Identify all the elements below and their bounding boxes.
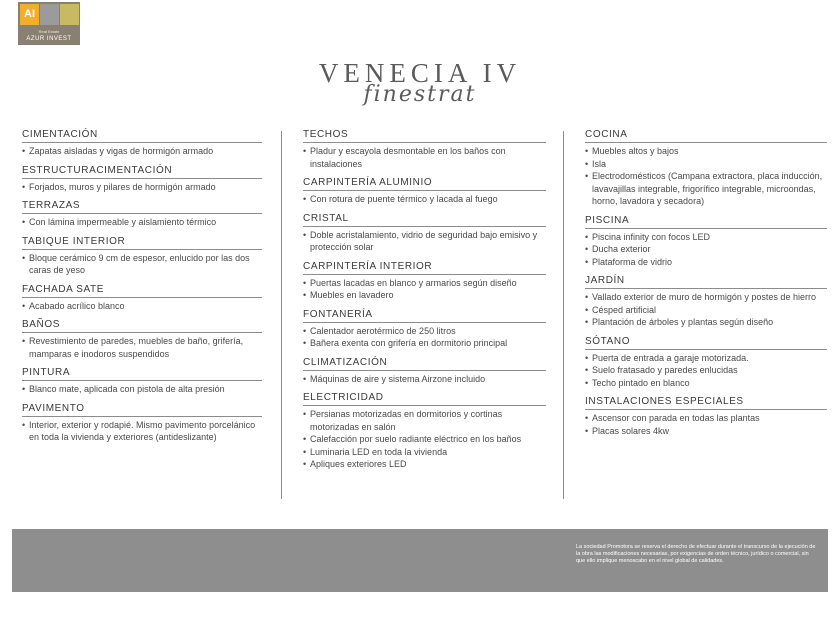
spec-list xyxy=(22,145,262,158)
spec-section xyxy=(22,283,262,313)
spec-item: • Revestimiento de paredes, muebles de baño, grifería, mamparas e inodoros suspendidos xyxy=(22,335,262,360)
spec-list xyxy=(303,408,546,471)
spec-item: • Persianas motorizadas en dormitorios y cortinas motorizadas en salón xyxy=(303,408,546,433)
section-heading: PINTURA xyxy=(22,366,262,381)
page-subtitle: finestrat xyxy=(363,82,477,107)
spec-item: • Plantación de árboles y plantas según diseño xyxy=(585,316,827,329)
section-heading: ESTRUCTURACIMENTACIÓN xyxy=(22,164,262,179)
spec-item: • Luminaria LED en toda la vivienda xyxy=(303,446,546,459)
spec-list xyxy=(22,181,262,194)
logo-mark: AI xyxy=(20,4,39,25)
spec-section xyxy=(585,395,827,437)
spec-section xyxy=(22,164,262,194)
spec-list xyxy=(303,325,546,350)
spec-item: • Con rotura de puente térmico y lacada al fuego xyxy=(303,193,546,206)
section-heading: CLIMATIZACIÓN xyxy=(303,356,546,371)
section-heading: BAÑOS xyxy=(22,318,262,333)
spec-section xyxy=(585,274,827,329)
section-heading: PISCINA xyxy=(585,214,827,229)
spec-section xyxy=(22,128,262,158)
spec-list xyxy=(303,145,546,170)
spec-list xyxy=(22,335,262,360)
spec-item: • Bañera exenta con grifería en dormitorio principal xyxy=(303,337,546,350)
spec-item: • Puertas lacadas en blanco y armarios según diseño xyxy=(303,277,546,290)
spec-section xyxy=(22,366,262,396)
spec-section xyxy=(585,335,827,390)
section-heading: TABIQUE INTERIOR xyxy=(22,235,262,250)
section-heading: FONTANERÍA xyxy=(303,308,546,323)
column-divider xyxy=(281,131,282,499)
spec-item: • Puerta de entrada a garaje motorizada. xyxy=(585,352,827,365)
column-divider xyxy=(563,131,564,499)
spec-list xyxy=(585,145,827,208)
spec-item: • Ducha exterior xyxy=(585,243,827,256)
spec-item: • Isla xyxy=(585,158,827,171)
spec-item: • Blanco mate, aplicada con pistola de alta presión xyxy=(22,383,262,396)
spec-item: • Forjados, muros y pilares de hormigón armado xyxy=(22,181,262,194)
footer-disclaimer: La sociedad Promotora se reserva el derecho de efectuar durante el transcurso de la ejecución de la obra las modificaciones necesarias, por exigencias de orden técnico, jurídico o comercial, sin que ello implique menoscabo en el nivel global de calidades. xyxy=(576,544,816,564)
specs-column-2 xyxy=(303,128,546,477)
spec-section xyxy=(22,318,262,360)
spec-section xyxy=(303,308,546,350)
section-heading: INSTALACIONES ESPECIALES xyxy=(585,395,827,410)
section-heading: TECHOS xyxy=(303,128,546,143)
spec-item: • Plataforma de vidrio xyxy=(585,256,827,269)
spec-item: • Ascensor con parada en todas las plantas xyxy=(585,412,827,425)
spec-list xyxy=(22,383,262,396)
logo-house-icon xyxy=(40,4,59,25)
section-heading: SÓTANO xyxy=(585,335,827,350)
spec-item: • Zapatas aisladas y vigas de hormigón armado xyxy=(22,145,262,158)
spec-item: • Pladur y escayola desmontable en los baños con instalaciones xyxy=(303,145,546,170)
spec-list xyxy=(22,419,262,444)
spec-item: • Doble acristalamiento, vidrio de seguridad bajo emisivo y protección solar xyxy=(303,229,546,254)
section-heading: FACHADA SATE xyxy=(22,283,262,298)
spec-item: • Interior, exterior y rodapié. Mismo pavimento porcelánico en toda la vivienda y exteriores (antideslizante) xyxy=(22,419,262,444)
spec-section xyxy=(303,356,546,386)
specs-column-3 xyxy=(585,128,827,443)
spec-section xyxy=(303,176,546,206)
specs-column-1 xyxy=(22,128,262,450)
spec-item: • Apliques exteriores LED xyxy=(303,458,546,471)
spec-item: • Calefacción por suelo radiante eléctrico en los baños xyxy=(303,433,546,446)
spec-list xyxy=(22,300,262,313)
spec-item: • Suelo fratasado y paredes enlucidas xyxy=(585,364,827,377)
section-heading: TERRAZAS xyxy=(22,199,262,214)
spec-section xyxy=(303,212,546,254)
spec-list xyxy=(585,291,827,329)
spec-list xyxy=(585,412,827,437)
section-heading: COCINA xyxy=(585,128,827,143)
spec-item: • Electrodomésticos (Campana extractora, placa inducción, lavavajillas integrable, frigorífico integrable, microondas, horno, lavadora y secadora) xyxy=(585,170,827,208)
spec-item: • Techo pintado en blanco xyxy=(585,377,827,390)
spec-item: • Acabado acrílico blanco xyxy=(22,300,262,313)
spec-section xyxy=(22,199,262,229)
section-heading: ELECTRICIDAD xyxy=(303,391,546,406)
spec-item: • Piscina infinity con focos LED xyxy=(585,231,827,244)
spec-list xyxy=(303,373,546,386)
page-title: VENECIA IV xyxy=(318,58,522,88)
spec-item: • Muebles en lavadero xyxy=(303,289,546,302)
spec-section xyxy=(585,128,827,208)
spec-section xyxy=(585,214,827,269)
spec-list xyxy=(585,352,827,390)
spec-section xyxy=(303,128,546,170)
spec-item: • Muebles altos y bajos xyxy=(585,145,827,158)
company-logo xyxy=(18,2,80,45)
logo-brand: AZUR INVEST xyxy=(26,36,72,42)
spec-list xyxy=(303,193,546,206)
section-heading: CIMENTACIÓN xyxy=(22,128,262,143)
spec-item: • Con lámina impermeable y aislamiento térmico xyxy=(22,216,262,229)
logo-tagline: Real Estate xyxy=(38,29,60,34)
spec-list xyxy=(303,277,546,302)
section-heading: PAVIMENTO xyxy=(22,402,262,417)
spec-item: • Vallado exterior de muro de hormigón y postes de hierro xyxy=(585,291,827,304)
spec-list xyxy=(585,231,827,269)
logo-palm-icon xyxy=(60,4,79,25)
section-heading: JARDÍN xyxy=(585,274,827,289)
spec-item: • Calentador aerotérmico de 250 litros xyxy=(303,325,546,338)
spec-item: • Césped artificial xyxy=(585,304,827,317)
spec-section xyxy=(22,235,262,277)
spec-section xyxy=(22,402,262,444)
spec-section xyxy=(303,391,546,471)
spec-item: • Placas solares 4kw xyxy=(585,425,827,438)
spec-list xyxy=(303,229,546,254)
spec-item: • Bloque cerámico 9 cm de espesor, enlucido por las dos caras de yeso xyxy=(22,252,262,277)
spec-item: • Máquinas de aire y sistema Airzone incluido xyxy=(303,373,546,386)
section-heading: CRISTAL xyxy=(303,212,546,227)
section-heading: CARPINTERÍA ALUMINIO xyxy=(303,176,546,191)
spec-list xyxy=(22,252,262,277)
section-heading: CARPINTERÍA INTERIOR xyxy=(303,260,546,275)
spec-section xyxy=(303,260,546,302)
spec-list xyxy=(22,216,262,229)
